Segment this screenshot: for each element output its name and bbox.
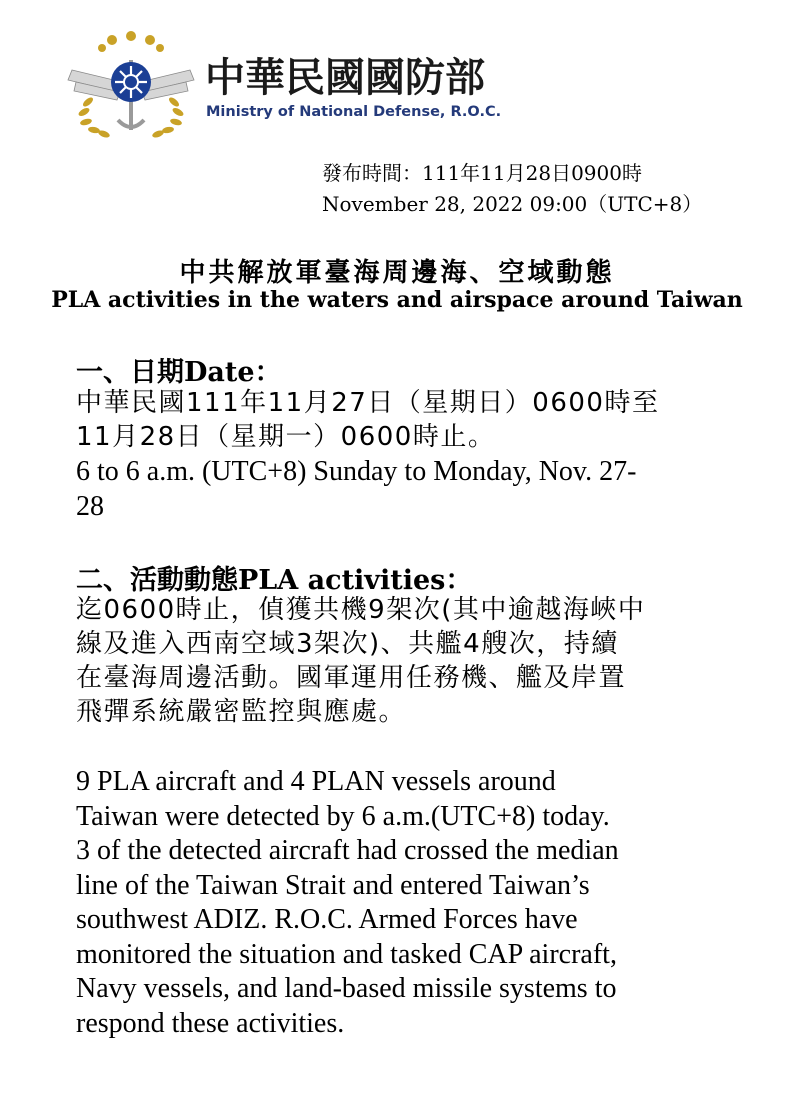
section-activities-body-zh: 迄0600時止，偵獲共機9架次(其中逾越海峽中 線及進入西南空域3架次)、共艦4艘次，持續 在臺海周邊活動。國軍運用任務機、艦及岸置 飛彈系統嚴密監控與應處。	[76, 595, 646, 727]
organization-name-en: Ministry of National Defense, R.O.C.	[206, 104, 502, 120]
section-date-body-zh: 中華民國111年11月27日（星期日）0600時至 11月28日（星期一）0600時止。	[76, 388, 660, 452]
document-title-zh: 中共解放軍臺海周邊海、空域動態	[179, 258, 615, 288]
section-date-heading	[76, 350, 282, 389]
section-activities-heading-en: PLA activities：	[238, 565, 473, 596]
organization-name-zh: 中華民國國防部	[205, 55, 485, 101]
mnd-emblem-logo	[60, 30, 202, 138]
section-activities-heading	[76, 558, 472, 597]
section-date-body-en: 6 to 6 a.m. (UTC+8) Sunday to Monday, Nov. 27- 28	[76, 456, 637, 522]
section-activities-body-en: 9 PLA aircraft and 4 PLAN vessels around Taiwan were detected by 6 a.m.(UTC+8) today. 3 of the detected aircraft had crossed the median line of the Taiwan Strait and entered Taiwan’s southwest ADIZ. R.O.C. Armed Forces have monitored the situation and tasked CAP aircraft, Navy vessels, and land-based missile systems to respond these activities.	[76, 766, 619, 1039]
document-title-en: PLA activities in the waters and airspace around Taiwan	[51, 287, 743, 313]
release-time	[322, 158, 702, 220]
section-date-heading-en: Date：	[184, 357, 282, 388]
section-activities-heading-zh: 二、活動動態	[76, 565, 238, 596]
release-time-zh: 發布時間：111年11月28日0900時	[322, 161, 642, 185]
section-date-heading-zh: 一、日期	[76, 357, 184, 388]
release-time-en: November 28, 2022 09:00（UTC+8）	[322, 192, 703, 216]
